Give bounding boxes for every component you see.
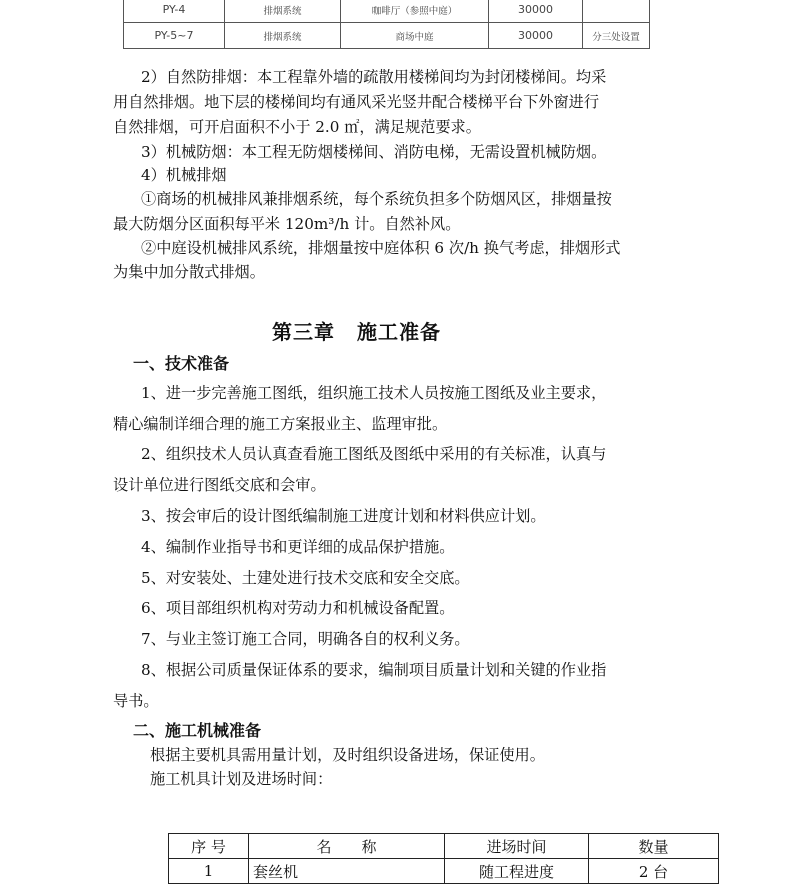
tech-item-4: 4、编制作业指导书和更详细的成品保护措施。 xyxy=(141,538,455,556)
smoke-system-table xyxy=(123,0,650,49)
cell-location: 商场中庭 xyxy=(341,23,489,49)
cell-id: PY-5~7 xyxy=(124,23,225,49)
cell-location: 咖啡厅（参照中庭） xyxy=(341,0,489,23)
cell-system: 排烟系统 xyxy=(225,0,341,23)
tech-item-8-line2: 导书。 xyxy=(113,692,159,710)
cell-value: 30000 xyxy=(489,23,583,49)
tech-item-6: 6、项目部组织机构对劳动力和机械设备配置。 xyxy=(141,599,455,617)
table-row xyxy=(124,23,650,49)
tech-item-7: 7、与业主签订施工合同，明确各自的权利义务。 xyxy=(141,630,470,648)
table-header-row xyxy=(169,834,719,859)
cell-note: 分三处设置 xyxy=(583,23,650,49)
tech-item-2-line1: 2、组织技术人员认真查看施工图纸及图纸中采用的有关标准，认真与 xyxy=(141,445,607,463)
section-heading-machine: 二、施工机械准备 xyxy=(133,721,262,740)
paragraph-atrium-line1: ②中庭设机械排风系统，排烟量按中庭体积 6 次/h 换气考虑，排烟形式 xyxy=(141,239,621,257)
chapter-name: 施工准备 xyxy=(357,320,441,344)
paragraph-natural-line1: 2）自然防排烟：本工程靠外墙的疏散用楼梯间均为封闭楼梯间。均采 xyxy=(141,68,607,86)
paragraph-atrium-line2: 为集中加分散式排烟。 xyxy=(113,263,265,281)
tech-item-3: 3、按会审后的设计图纸编制施工进度计划和材料供应计划。 xyxy=(141,507,546,525)
header-name: 名 称 xyxy=(249,834,445,859)
cell-no: 1 xyxy=(169,859,249,884)
chapter-number: 第三章 xyxy=(272,320,335,344)
tech-item-2-line2: 设计单位进行图纸交底和会审。 xyxy=(113,476,326,494)
tech-item-1-line1: 1、进一步完善施工图纸，组织施工技术人员按施工图纸及业主要求， xyxy=(141,384,607,402)
header-qty: 数量 xyxy=(589,834,719,859)
paragraph-natural-line2: 用自然排烟。地下层的楼梯间均有通风采光竖井配合楼梯平台下外窗进行 xyxy=(113,93,599,111)
cell-system: 排烟系统 xyxy=(225,23,341,49)
section-heading-tech: 一、技术准备 xyxy=(133,354,230,373)
cell-name: 套丝机 xyxy=(249,859,445,884)
paragraph-mall-line1: ①商场的机械排风兼排烟系统，每个系统负担多个防烟风区，排烟量按 xyxy=(141,190,612,208)
tech-item-8-line1: 8、根据公司质量保证体系的要求，编制项目质量计划和关键的作业指 xyxy=(141,661,607,679)
cell-id: PY-4 xyxy=(124,0,225,23)
header-no: 序 号 xyxy=(169,834,249,859)
cell-value: 30000 xyxy=(489,0,583,23)
paragraph-mech-exhaust: 4）机械排烟 xyxy=(141,166,227,184)
table-row xyxy=(124,0,650,23)
paragraph-mech-prevent: 3）机械防烟：本工程无防烟楼梯间、消防电梯，无需设置机械防烟。 xyxy=(141,143,607,161)
paragraph-mall-line2: 最大防烟分区面积每平米 120m³/h 计。自然补风。 xyxy=(113,215,461,233)
machine-prep-line1: 根据主要机具需用量计划，及时组织设备进场，保证使用。 xyxy=(150,746,545,764)
cell-time: 随工程进度 xyxy=(445,859,589,884)
chapter-title xyxy=(272,316,441,345)
equipment-table xyxy=(168,833,719,884)
tech-item-1-line2: 精心编制详细合理的施工方案报业主、监理审批。 xyxy=(113,415,448,433)
machine-prep-line2: 施工机具计划及进场时间： xyxy=(150,770,333,788)
cell-note xyxy=(583,0,650,23)
tech-item-5: 5、对安装处、土建处进行技术交底和安全交底。 xyxy=(141,569,470,587)
header-time: 进场时间 xyxy=(445,834,589,859)
cell-qty: 2 台 xyxy=(589,859,719,884)
paragraph-natural-line3: 自然排烟，可开启面积不小于 2.0 ㎡，满足规范要求。 xyxy=(113,118,481,136)
